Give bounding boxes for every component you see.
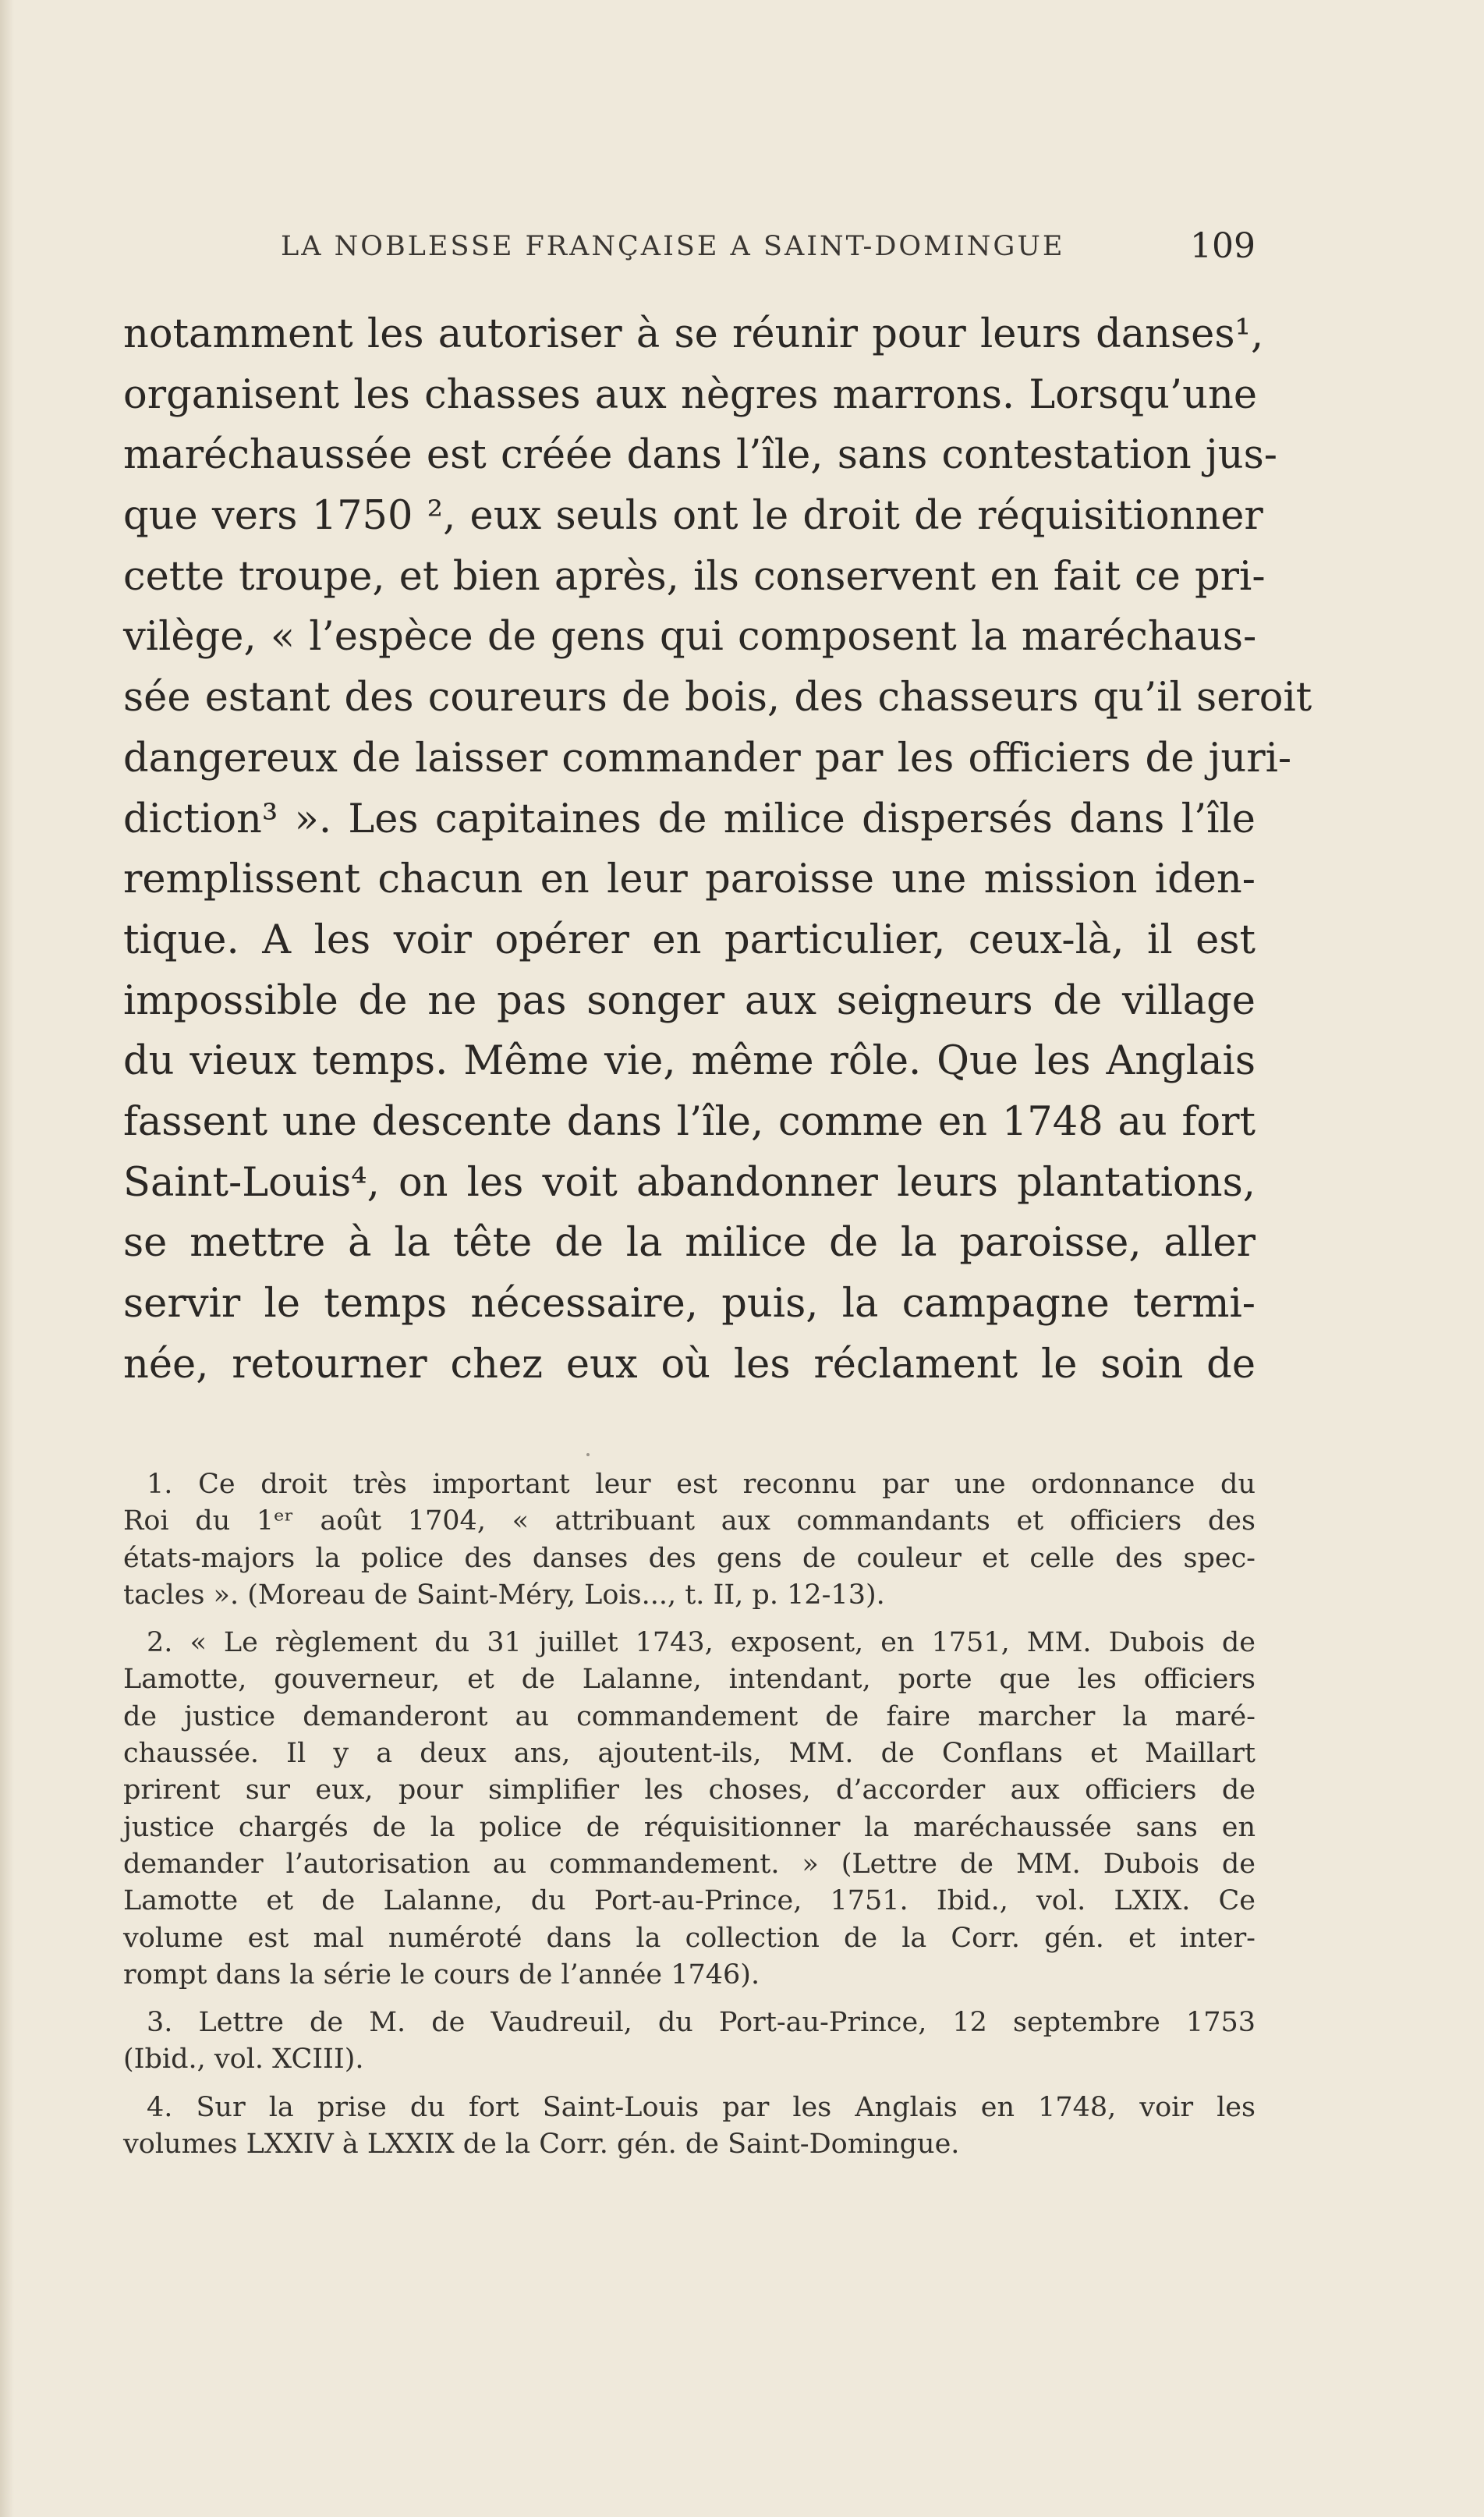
footnote-line: volume est mal numéroté dans la collection de la Corr. gén. et inter- xyxy=(123,1922,1256,1954)
text-line: du vieux temps. Même vie, même rôle. Que les Anglais xyxy=(123,1038,1256,1085)
footnote-line: Lamotte et de Lalanne, du Port-au-Prince, 1751. Ibid., vol. LXIX. Ce xyxy=(123,1885,1256,1917)
text-line: Saint-Louis⁴, on les voit abandonner leurs plantations, xyxy=(123,1159,1256,1206)
text-line: cette troupe, et bien après, ils conservent en fait ce pri- xyxy=(123,553,1266,600)
text-line: tique. A les voir opérer en particulier, ceux-là, il est xyxy=(123,916,1256,963)
page-number: 109 xyxy=(1190,226,1256,266)
text-line: sée estant des coureurs de bois, des chasseurs qu’il seroit xyxy=(123,675,1312,721)
page-header xyxy=(117,226,1256,275)
footnote-line: prirent sur eux, pour simplifier les choses, d’accorder aux officiers de xyxy=(123,1774,1256,1806)
footnote-line: 2. « Le règlement du 31 juillet 1743, exposent, en 1751, MM. Dubois de xyxy=(147,1627,1256,1659)
separator-dot xyxy=(586,1453,590,1456)
footnote-line: (Ibid., vol. XCIII). xyxy=(123,2044,364,2076)
text-line: que vers 1750 ², eux seuls ont le droit de réquisitionner xyxy=(123,493,1263,540)
text-line: impossible de ne pas songer aux seigneurs de village xyxy=(123,977,1256,1024)
page-edge-shadow xyxy=(0,0,14,2517)
text-line: maréchaussée est créée dans l’île, sans contestation jus- xyxy=(123,432,1278,479)
text-line: vilège, « l’espèce de gens qui composent la maréchaus- xyxy=(123,614,1257,661)
text-line: diction³ ». Les capitaines de milice dispersés dans l’île xyxy=(123,796,1256,842)
footnote-line: Lamotte, gouverneur, et de Lalanne, intendant, porte que les officiers xyxy=(123,1664,1256,1696)
footnote-line: justice chargés de la police de réquisitionner la maréchaussée sans en xyxy=(123,1811,1256,1843)
text-line: fassent une descente dans l’île, comme en 1748 au fort xyxy=(123,1098,1256,1145)
text-line: se mettre à la tête de la milice de la paroisse, aller xyxy=(123,1220,1256,1267)
footnote-4 xyxy=(123,2090,1256,2164)
footnotes xyxy=(123,1466,1256,2163)
footnote-line: tacles ». (Moreau de Saint-Méry, Lois..., t. II, p. 12-13). xyxy=(123,1579,885,1611)
footnote-3 xyxy=(123,2005,1256,2079)
footnote-line: volumes LXXIV à LXXIX de la Corr. gén. de Saint-Domingue. xyxy=(123,2129,960,2161)
text-line: née, retourner chez eux où les réclament le soin de xyxy=(123,1341,1256,1388)
text-line: dangereux de laisser commander par les officiers de juri- xyxy=(123,735,1292,782)
main-text xyxy=(123,304,1312,1395)
footnote-line: états-majors la police des danses des gens de couleur et celle des spec- xyxy=(123,1542,1256,1574)
footnote-line: 3. Lettre de M. de Vaudreuil, du Port-au-Prince, 12 septembre 1753 xyxy=(147,2007,1256,2039)
text-line: servir le temps nécessaire, puis, la campagne termi- xyxy=(123,1281,1256,1327)
footnote-line: chaussée. Il y a deux ans, ajoutent-ils, MM. de Conflans et Maillart xyxy=(123,1738,1256,1770)
running-title: LA NOBLESSE FRANÇAISE A SAINT-DOMINGUE xyxy=(281,231,1065,262)
footnote-line: 4. Sur la prise du fort Saint-Louis par les Anglais en 1748, voir les xyxy=(147,2091,1256,2123)
text-line: remplissent chacun en leur paroisse une mission iden- xyxy=(123,856,1256,903)
footnote-1 xyxy=(123,1466,1256,1614)
text-line: organisent les chasses aux nègres marrons. Lorsqu’une xyxy=(123,371,1258,418)
footnote-line: rompt dans la série le cours de l’année 1746). xyxy=(123,1959,760,1991)
footnote-line: de justice demanderont au commandement de faire marcher la maré- xyxy=(123,1700,1256,1732)
footnote-2 xyxy=(123,1625,1256,1994)
footnote-line: Roi du 1ᵉʳ août 1704, « attribuant aux commandants et officiers des xyxy=(123,1505,1256,1537)
footnote-line: 1. Ce droit très important leur est reconnu par une ordonnance du xyxy=(147,1469,1256,1500)
footnote-line: demander l’autorisation au commandement. » (Lettre de MM. Dubois de xyxy=(123,1848,1256,1880)
text-line: notamment les autoriser à se réunir pour leurs danses¹, xyxy=(123,311,1264,357)
